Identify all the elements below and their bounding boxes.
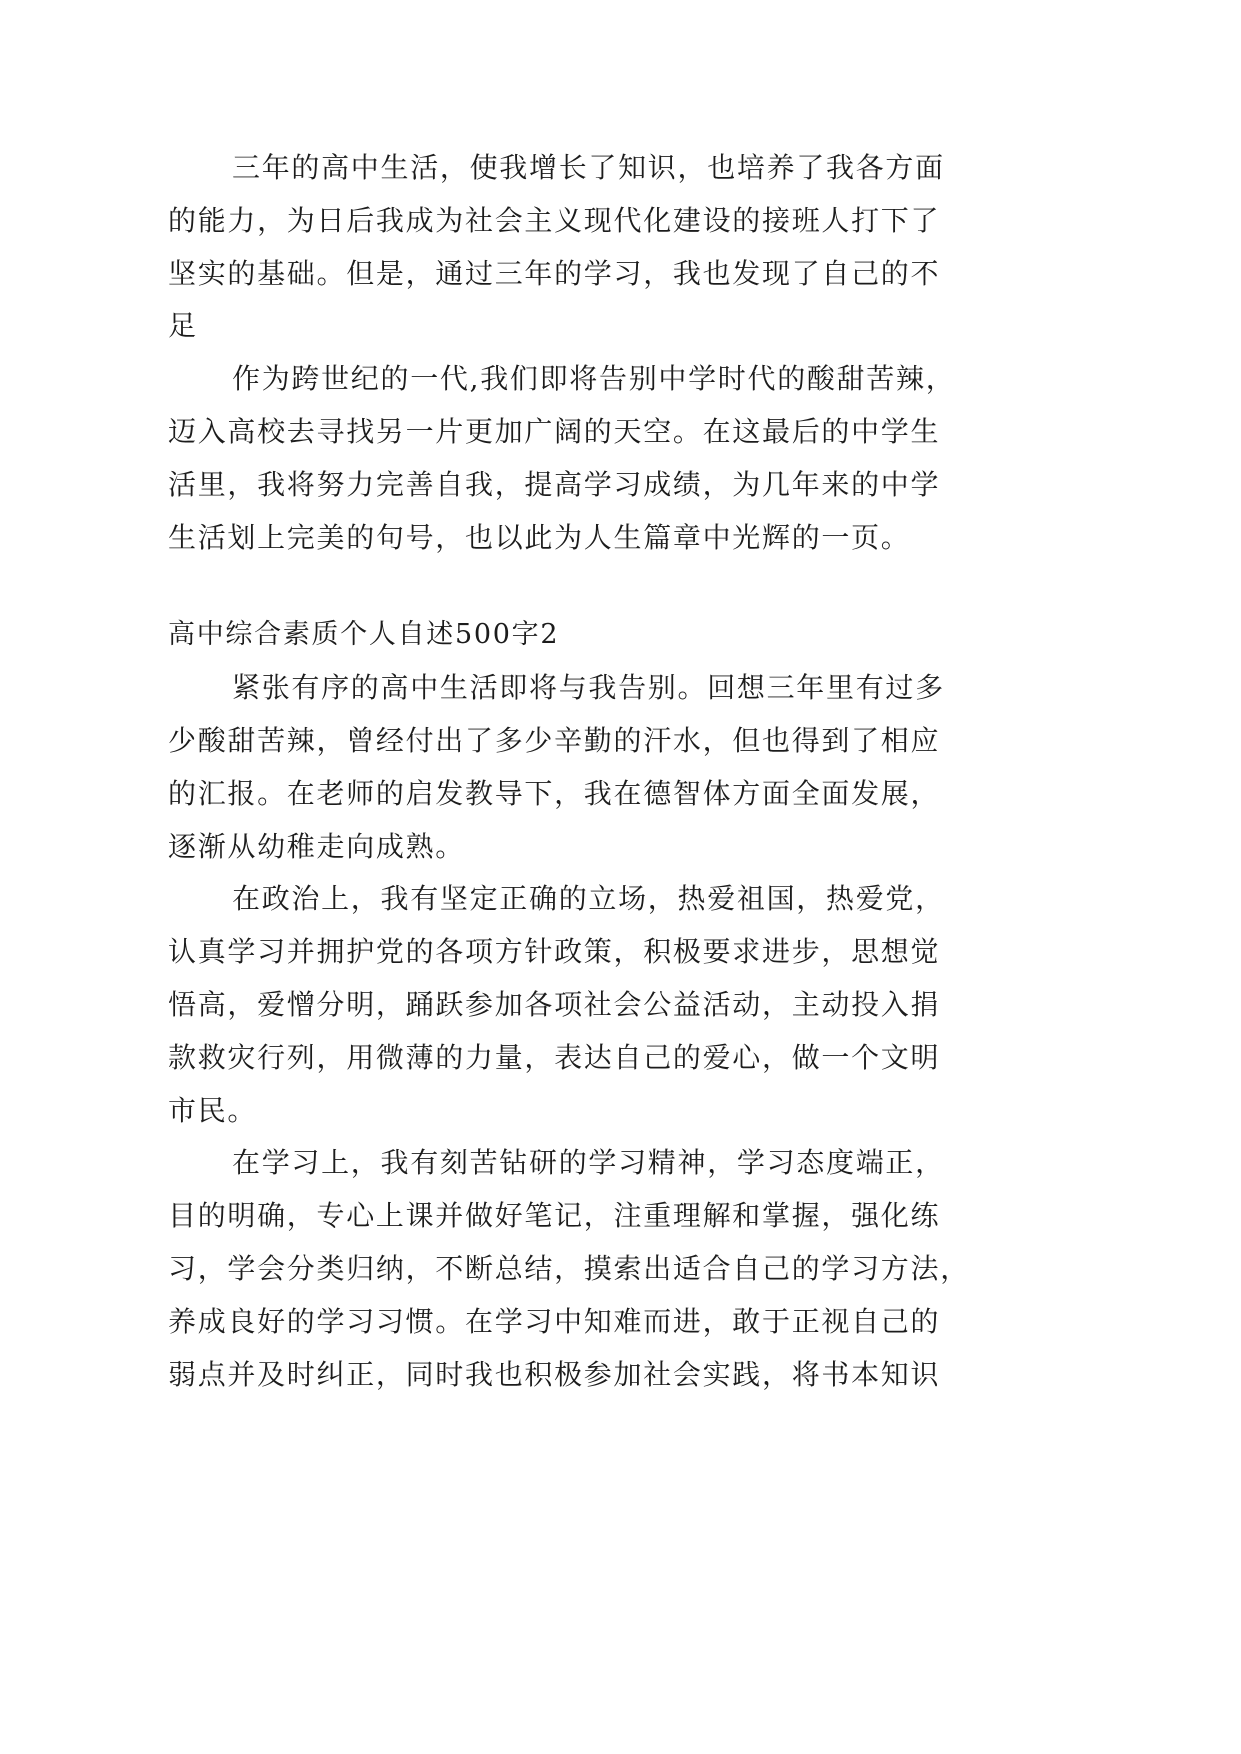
text-line: 在学习上，我有刻苦钻研的学习精神，学习态度端正， (232, 1146, 945, 1180)
text-line: 目的明确，专心上课并做好笔记，注重理解和掌握，强化练 (168, 1199, 941, 1233)
document-body (168, 142, 1068, 1401)
text-line: 养成良好的学习习惯。在学习中知难而进，敢于正视自己的 (168, 1304, 941, 1338)
text-line: 市民。 (168, 1093, 258, 1127)
text-line: 悟高，爱憎分明，踊跃参加各项社会公益活动，主动投入捐 (168, 987, 941, 1021)
section-heading: 高中综合素质个人自述500字2 (168, 619, 560, 651)
text-line: 迈入高校去寻找另一片更加广阔的天空。在这最后的中学生 (168, 414, 941, 448)
text-line: 弱点并及时纠正，同时我也积极参加社会实践，将书本知识 (168, 1357, 941, 1391)
text-line: 认真学习并拥护党的各项方针政策，积极要求进步，思想觉 (168, 935, 941, 969)
paragraph (168, 662, 1068, 873)
text-line: 的汇报。在老师的启发教导下，我在德智体方面全面发展， (168, 776, 941, 810)
paragraph (168, 1137, 1068, 1401)
text-line: 款救灾行列，用微薄的力量，表达自己的爱心，做一个文明 (168, 1040, 941, 1074)
text-line: 紧张有序的高中生活即将与我告别。回想三年里有过多 (232, 671, 945, 705)
text-line: 逐渐从幼稚走向成熟。 (168, 829, 466, 863)
text-line: 坚实的基础。但是，通过三年的学习，我也发现了自己的不 (168, 256, 941, 290)
text-line: 的能力，为日后我成为社会主义现代化建设的接班人打下了 (168, 203, 941, 237)
paragraph (168, 142, 1068, 353)
text-line: 作为跨世纪的一代,我们即将告别中学时代的酸甜苦辣， (232, 362, 956, 396)
text-line: 足 (168, 309, 198, 343)
text-line: 三年的高中生活，使我增长了知识，也培养了我各方面 (232, 151, 945, 184)
text-line: 在政治上，我有坚定正确的立场，热爱祖国，热爱党， (232, 882, 945, 916)
text-line: 少酸甜苦辣，曾经付出了多少辛勤的汗水，但也得到了相应 (168, 723, 941, 757)
text-line: 活里，我将努力完善自我，提高学习成绩，为几年来的中学 (168, 467, 941, 501)
text-line: 生活划上完美的句号，也以此为人生篇章中光辉的一页。 (168, 520, 911, 554)
paragraph (168, 873, 1068, 1137)
text-line: 习，学会分类归纳，不断总结，摸索出适合自己的学习方法， (168, 1251, 970, 1285)
paragraph (168, 353, 1068, 564)
